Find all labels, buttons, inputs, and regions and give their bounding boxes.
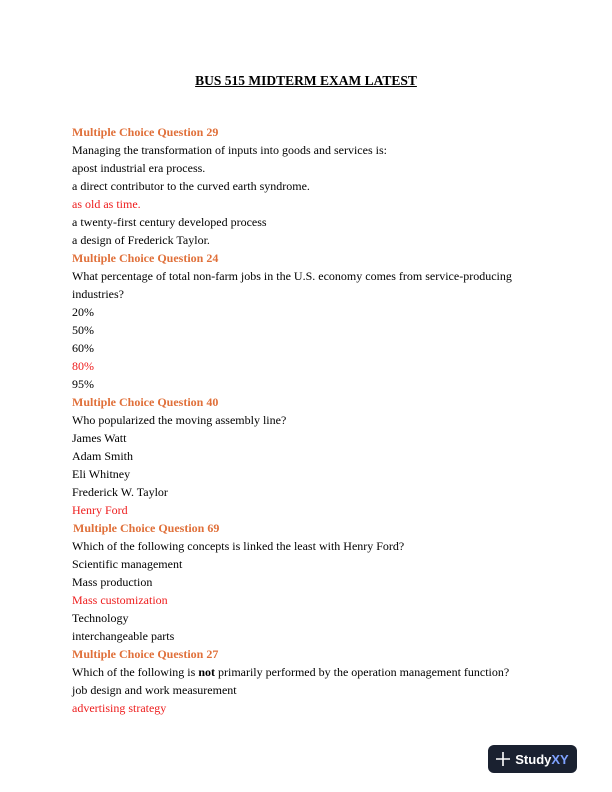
prompt-text: Which of the following is [72, 665, 199, 679]
question-prompt: Who popularized the moving assembly line? [72, 413, 287, 427]
question-prompt: Which of the following concepts is linked the least with Henry Ford? [72, 539, 405, 553]
answer-option: job design and work measurement [72, 683, 237, 697]
answer-option: interchangeable parts [72, 629, 175, 643]
question-heading: Multiple Choice Question 69 [73, 521, 220, 535]
answer-option: Frederick W. Taylor [72, 485, 168, 499]
answer-option: Mass production [72, 575, 153, 589]
studyxy-badge[interactable] [488, 745, 577, 773]
answer-option: James Watt [72, 431, 127, 445]
answer-option: a twenty-first century developed process [72, 215, 267, 229]
correct-answer-option: Mass customization [72, 593, 168, 607]
question-heading: Multiple Choice Question 27 [72, 647, 219, 661]
correct-answer-option: 80% [72, 359, 94, 373]
answer-option: a design of Frederick Taylor. [72, 233, 210, 247]
answer-option: apost industrial era process. [72, 161, 206, 175]
answer-option: a direct contributor to the curved earth syndrome. [72, 179, 310, 193]
question-heading: Multiple Choice Question 29 [72, 125, 219, 139]
answer-option: 60% [72, 341, 94, 355]
answer-option: Technology [72, 611, 129, 625]
answer-option: 50% [72, 323, 94, 337]
badge-text-accent: XY [551, 751, 569, 767]
prompt-text: primarily performed by the operation management function? [214, 665, 510, 679]
question-prompt: What percentage of total non-farm jobs in the U.S. economy comes from service-producing industries? [72, 269, 512, 301]
question-29 [72, 123, 542, 249]
answer-option: Scientific management [72, 557, 183, 571]
answer-option: Adam Smith [72, 449, 134, 463]
correct-answer-option: Henry Ford [72, 503, 128, 517]
answer-option: 95% [72, 377, 94, 391]
plus-sparkle-icon [496, 752, 510, 766]
correct-answer-option: as old as time. [72, 197, 141, 211]
question-69 [72, 519, 542, 645]
question-prompt [72, 663, 542, 681]
question-heading: Multiple Choice Question 24 [72, 251, 219, 265]
question-heading: Multiple Choice Question 40 [72, 395, 219, 409]
page-title: BUS 515 MIDTERM EXAM LATEST [195, 73, 417, 88]
exam-content [72, 123, 542, 717]
question-24 [72, 249, 542, 393]
question-40 [72, 393, 542, 519]
badge-text-main: Study [515, 751, 552, 767]
prompt-emphasis: not [198, 665, 215, 679]
question-27 [72, 645, 542, 717]
correct-answer-option: advertising strategy [72, 701, 167, 715]
answer-option: Eli Whitney [72, 467, 131, 481]
question-prompt: Managing the transformation of inputs into goods and services is: [72, 143, 387, 157]
answer-option: 20% [72, 305, 94, 319]
